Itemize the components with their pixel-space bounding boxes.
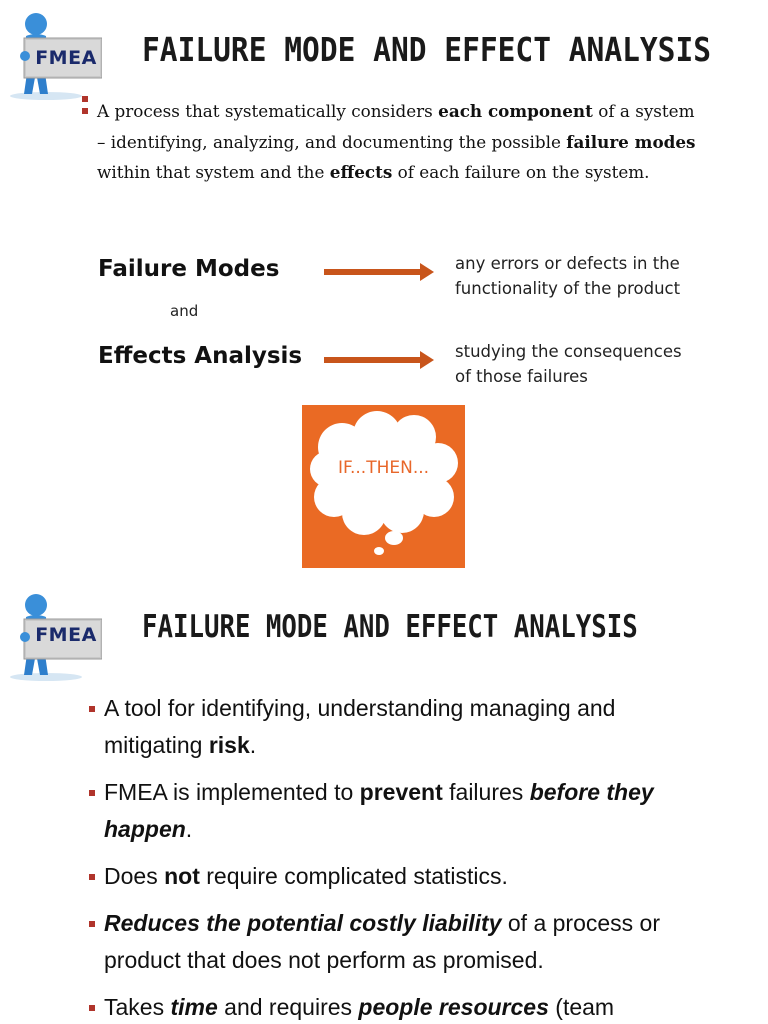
text: Does bbox=[104, 863, 165, 889]
bullet-marker-icon bbox=[89, 874, 95, 880]
right-arrow-icon bbox=[324, 262, 436, 282]
bold-text: prevent bbox=[359, 779, 443, 805]
bullet-item bbox=[89, 905, 709, 979]
text: . bbox=[185, 816, 193, 842]
desc-line: functionality of the product bbox=[455, 279, 681, 298]
text: require complicated statistics. bbox=[199, 863, 508, 889]
text: Takes bbox=[104, 994, 171, 1020]
bullet-list bbox=[89, 690, 709, 1024]
logo-text: FMEA bbox=[35, 47, 97, 69]
effects-analysis-description bbox=[455, 339, 682, 389]
slide-title: FAILURE MODE AND EFFECT ANALYSIS bbox=[142, 30, 712, 69]
right-arrow-icon bbox=[324, 350, 436, 370]
if-then-text: IF...THEN... bbox=[337, 458, 430, 478]
bullet-marker-icon bbox=[89, 921, 95, 927]
text: (team bbox=[548, 994, 615, 1020]
slide-title: FAILURE MODE AND EFFECT ANALYSIS bbox=[142, 609, 638, 645]
failure-modes-description bbox=[455, 251, 680, 301]
bold-italic-text: people resources bbox=[358, 994, 549, 1020]
bold-italic-text: Reduces the potential costly liability bbox=[104, 910, 502, 936]
bold-text: risk bbox=[208, 732, 250, 758]
bold-text: failure modes bbox=[566, 131, 696, 152]
bold-text: effects bbox=[329, 162, 393, 182]
bullet-marker-icon bbox=[89, 706, 95, 712]
bullet-item bbox=[89, 989, 709, 1024]
text: within that system and the bbox=[97, 162, 330, 182]
definition-bullet bbox=[82, 96, 708, 188]
text: A tool for identifying, understanding managing and mitigating bbox=[104, 695, 616, 758]
bold-text: each component bbox=[438, 101, 593, 121]
fmea-logo bbox=[6, 6, 102, 102]
bold-text: not bbox=[164, 863, 200, 889]
text: and requires bbox=[217, 994, 359, 1020]
failure-modes-label: Failure Modes bbox=[98, 256, 280, 282]
text: of each failure on the system. bbox=[392, 162, 650, 182]
logo-text: FMEA bbox=[35, 624, 97, 646]
desc-line: of those failures bbox=[455, 367, 588, 386]
bullet-item bbox=[82, 96, 708, 188]
if-then-thought-bubble bbox=[302, 405, 465, 568]
text: A process that systematically considers bbox=[97, 101, 439, 121]
bullet-marker-icon bbox=[82, 108, 88, 114]
bullet-item bbox=[89, 774, 709, 848]
bold-italic-text: before they happen bbox=[104, 779, 654, 842]
bold-italic-text: time bbox=[170, 994, 218, 1020]
thought-cloud-icon bbox=[302, 405, 465, 568]
desc-line: any errors or defects in the bbox=[455, 254, 680, 273]
slide-2 bbox=[0, 585, 768, 1024]
text: of a process or product that does not perform as promised. bbox=[104, 910, 661, 973]
bullet-marker-icon bbox=[89, 790, 95, 796]
text: of a system – identifying, analyzing, and documenting the possible bbox=[97, 101, 695, 152]
bullet-item bbox=[89, 858, 709, 895]
bullet-item bbox=[89, 690, 709, 764]
text: . bbox=[249, 732, 257, 758]
bullet-marker-icon bbox=[89, 1005, 95, 1011]
desc-line: studying the consequences bbox=[455, 342, 682, 361]
effects-analysis-label: Effects Analysis bbox=[98, 343, 303, 369]
text: failures bbox=[442, 779, 530, 805]
and-connector: and bbox=[170, 302, 199, 320]
fmea-logo bbox=[6, 587, 102, 683]
text: FMEA is implemented to bbox=[104, 779, 360, 805]
